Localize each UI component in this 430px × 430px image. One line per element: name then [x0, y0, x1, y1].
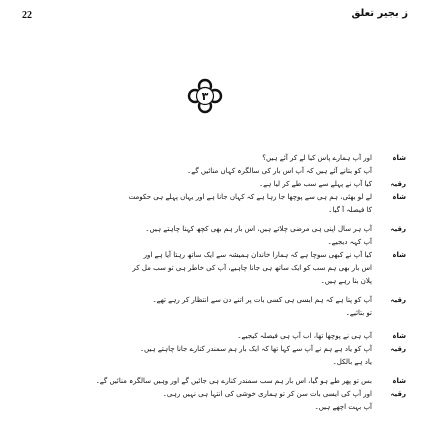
- speaker-label: رقیہ: [390, 225, 406, 233]
- speech-line: آپ کو یاد ہے ہم نے آپ سے کہا تھا کہ ایک بار ہم سمندر کنارے جانا چاہتے ہیں۔: [139, 345, 372, 353]
- ornamental-flower-frame-icon: [187, 78, 223, 114]
- speaker-label: رقیہ: [390, 296, 406, 304]
- speech-line: یاد ہے بالکل۔: [332, 358, 372, 366]
- speech-line: اور آپ کی ایسی بات سن کر تو ہماری خوشی کی انتہا ہی نہیں رہی۔: [162, 390, 372, 398]
- speech-line: لے لو بھئی، ہم ہی سے پوچھا جا رہا ہے کہ کہاں جانا ہے اور یہاں پہلے ہی حکومت: [128, 193, 372, 201]
- speech-line: تو بتائیے۔: [345, 309, 372, 317]
- speaker-label: شاہ: [392, 251, 406, 259]
- dialogue-turn: [90, 388, 406, 414]
- speaker-label: شاہ: [392, 193, 406, 201]
- speech-line: اس بار بھی ہم سب کو ایک ساتھ ہی جانا چاہیے، آپ کی خاطر ہی تو سب مل کر: [132, 264, 372, 272]
- speaker-label: رقیہ: [390, 345, 406, 353]
- speech-line: کیا آپ نے کبھی سوچا ہے کہ ہمارا خاندان ہمیشہ سے ایک ساتھ رہتا آیا ہے اور: [143, 251, 372, 259]
- dialogue-turn: [90, 223, 406, 249]
- speech-line: آپ بہت اچھے ہیں۔: [314, 403, 372, 411]
- dialogue-turn: [90, 191, 406, 217]
- speaker-label: رقیہ: [390, 180, 406, 188]
- speech-line: پلان بنا رہے ہیں۔: [320, 277, 372, 285]
- dialogue-turn: [90, 249, 406, 288]
- speaker-label: شاہ: [392, 377, 406, 385]
- chapter-emblem: [187, 78, 223, 114]
- dialogue-turn: [90, 152, 406, 178]
- dialogue-turn: [90, 343, 406, 369]
- speech-line: بس تو پھر طے ہو گیا، اس بار ہم سب سمندر کنارے ہی جائیں گے اور وہیں سالگرہ منائیں گے۔: [95, 377, 372, 385]
- speaker-label: شاہ: [392, 154, 406, 162]
- speech-line: آپ ہر سال اپنی ہی مرضی چلاتے ہیں، اس بار ہم بھی کچھ کہنا چاہتے ہیں۔: [145, 225, 372, 233]
- speech-line: آپ ہی نے پوچھا تھا، اب آپ ہی فیصلہ کیجیے۔: [237, 332, 372, 340]
- speaker-label: رقیہ: [390, 390, 406, 398]
- speech-line: آپ کو پتا ہے کہ ہم ایسی ہی کسی بات پر اتنے دن سے انتظار کر رہے تھے۔: [152, 296, 372, 304]
- dialogue-turn: [90, 178, 406, 191]
- speaker-label: شاہ: [392, 332, 406, 340]
- speech-line: آپ کو بتانے آئے ہیں کہ آپ اس بار کی سالگرہ کہاں منائیں گے۔: [187, 167, 372, 175]
- chapter-number: ۳: [201, 90, 209, 103]
- page-number: 22: [22, 10, 32, 21]
- speech-line: آپ کہہ دیجیے۔: [327, 238, 372, 246]
- dialogue-turn: [90, 375, 406, 388]
- speech-line: کیا آپ نے پہلے سے سب طے کر لیا ہے۔: [259, 180, 372, 188]
- dialogue-turn: [90, 330, 406, 343]
- dialogue-turn: [90, 294, 406, 320]
- dialogue-block: [90, 152, 406, 414]
- running-head: ز بجیر تعلق: [351, 8, 408, 19]
- speech-line: کا فیصلہ آ گیا۔: [328, 206, 372, 214]
- speech-line: اور آپ ہمارے پاس کیا لے کر آئے ہیں؟: [262, 154, 372, 162]
